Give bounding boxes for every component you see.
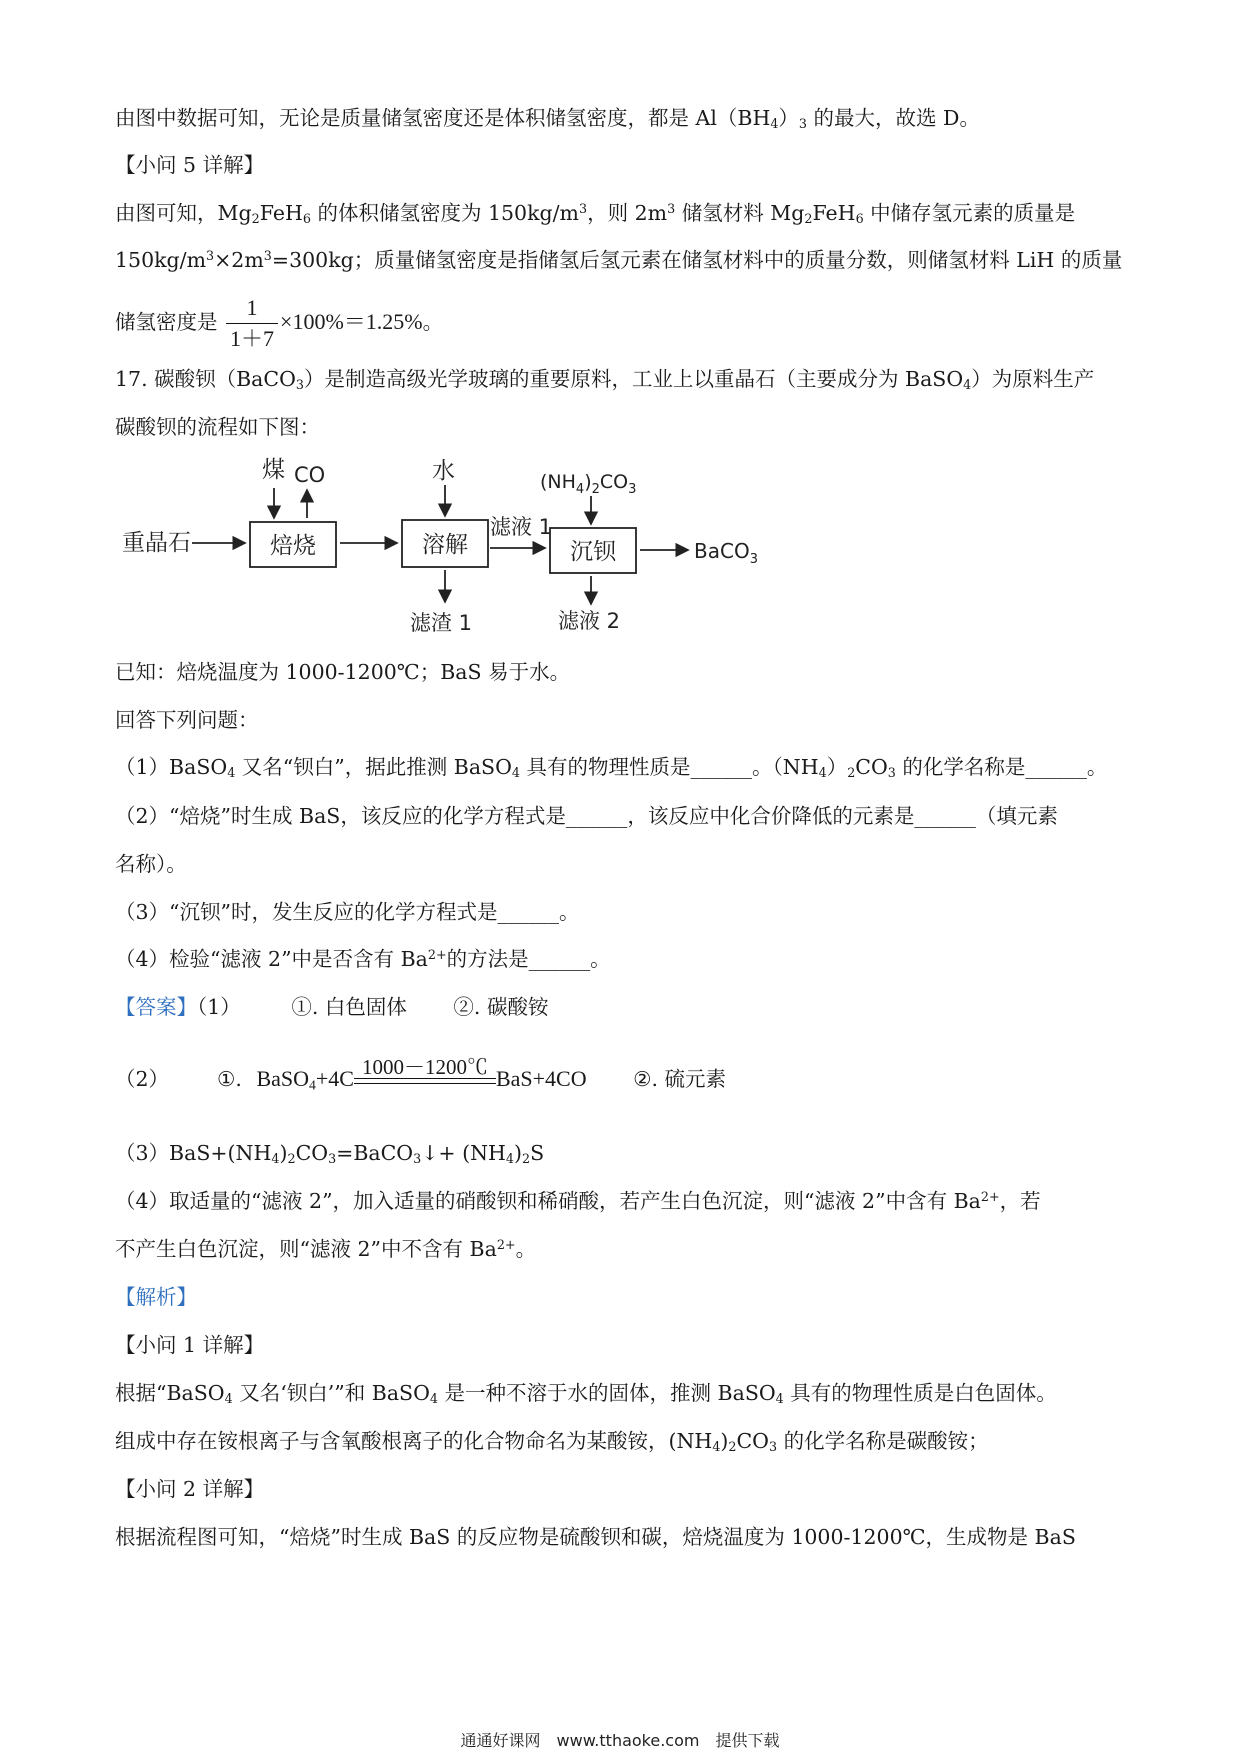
section-heading: 【小问 2 详解】 (115, 1477, 265, 1501)
flow-output-residue: 滤渣 1 (410, 611, 473, 635)
text-line: 储氢密度是 $\frac{1}{1+7}$ ×100%＝1.25%。 (115, 290, 1130, 354)
flow-output-filtrate-2: 滤液 2 (558, 609, 621, 633)
sub-question-3: （3）“沉钡”时，发生反应的化学方程式是______。 (115, 900, 580, 924)
text-line: 回答下列问题： (115, 708, 259, 732)
flow-input-water: 水 (432, 458, 455, 484)
flow-box-precipitate-label: 沉钡 (570, 539, 616, 565)
sub-question-2: （2）“焙烧”时生成 BaS，该反应的化学方程式是______，该反应中化合价降低的元素是______（填元素 (115, 804, 1058, 828)
page-footer: 通通好课网 www.tthaoke.com 提供下载 (460, 1731, 780, 1750)
flow-input-coal: 煤 (262, 457, 285, 483)
answer-2: （2） ①. BaSO$_4$+4C 1000－1200℃ BaS+4CO ②. 硫元素 (115, 1055, 727, 1093)
text-line: 由图中数据可知，无论是质量储氢密度还是体积储氢密度，都是 $Al(BH_4)_3$ 的最大，故选 D。 (115, 106, 980, 132)
text-line: 不产生白色沉淀，则“滤液 2”中不含有 $Ba^{2+}$。 (115, 1237, 537, 1261)
text-line: 名称）。 (115, 852, 187, 876)
flow-box-dissolve-label: 溶解 (422, 532, 468, 558)
text-line: 根据流程图可知，“焙烧”时生成 BaS 的反应物是硫酸钡和碳，焙烧温度为 1000-1200℃，生成物是 BaS (115, 1525, 1076, 1549)
text-line: 组成中存在铵根离子与含氧酸根离子的化合物命名为某酸铵，$(NH_4)_2CO_3$ 的化学名称是碳酸铵； (115, 1429, 989, 1455)
section-heading: 【小问 5 详解】 (115, 153, 265, 177)
answer-4: （4）取适量的“滤液 2”，加入适量的硝酸钡和稀硝酸，若产生白色沉淀，则“滤液 2”中含有 $Ba^{2+}$，若 (115, 1189, 1041, 1213)
sub-question-4: （4）检验“滤液 2”中是否含有 $Ba^{2+}$的方法是______。 (115, 947, 611, 971)
analysis-label: 【解析】 (115, 1285, 197, 1309)
question-17: 17. 碳酸钡（BaCO$_3$）是制造高级光学玻璃的重要原料，工业上以重晶石（主要成分为 BaSO$_4$）为原料生产 (115, 367, 1095, 393)
flow-output-co: CO (294, 463, 326, 487)
text-line: 由图可知，$Mg_2FeH_6$ 的体积储氢密度为 $150kg/m^3$，则 $2m^3$ 储氢材料 $Mg_2FeH_6$ 中储存氢元素的质量是 (115, 201, 1076, 227)
flow-raw-label: 重晶石 (122, 530, 191, 556)
text-line: 碳酸钡的流程如下图： (115, 415, 320, 439)
answer-3: $(3)BaS+(NH_4)_2CO_3=BaCO_3↓+ (NH_4)_2S$ (115, 1141, 545, 1167)
answer-label: 【答案】 (115, 995, 197, 1019)
text-line: $150kg/m^3\times 2m^3=300kg$；质量储氢密度是指储氢后氢元素在储氢材料中的质量分数，则储氢材料 LiH 的质量 (115, 248, 1123, 272)
flow-product: BaCO$_3$ (694, 539, 758, 567)
flow-filtrate-1: 滤液 1 (490, 515, 553, 539)
flow-input-ammonium-carbonate: $(NH_4)_2CO_3$ (540, 471, 637, 497)
text-line: 根据“BaSO$_4$ 又名‘钡白’”和 BaSO$_4$ 是一种不溶于水的固体，推测 BaSO$_4$ 具有的物理性质是白色固体。 (115, 1381, 1057, 1407)
known-condition: 已知：焙烧温度为 1000-1200℃；BaS 易于水。 (115, 660, 571, 684)
reaction-condition: 1000－1200℃ (354, 1064, 496, 1094)
sub-question-1: （1）BaSO$_4$ 又名“钡白”，据此推测 BaSO$_4$ 具有的物理性质是______。$(NH_4)_2CO_3$ 的化学名称是______。 (115, 755, 1108, 781)
section-heading: 【小问 1 详解】 (115, 1333, 265, 1357)
process-flow-diagram (0, 0, 1240, 660)
flow-box-roast-label: 焙烧 (270, 533, 316, 559)
fraction: $\frac{1}{1+7}$ (226, 293, 278, 354)
answer-1: 【答案】（1） ①. 白色固体 ②. 碳酸铵 (115, 995, 549, 1019)
